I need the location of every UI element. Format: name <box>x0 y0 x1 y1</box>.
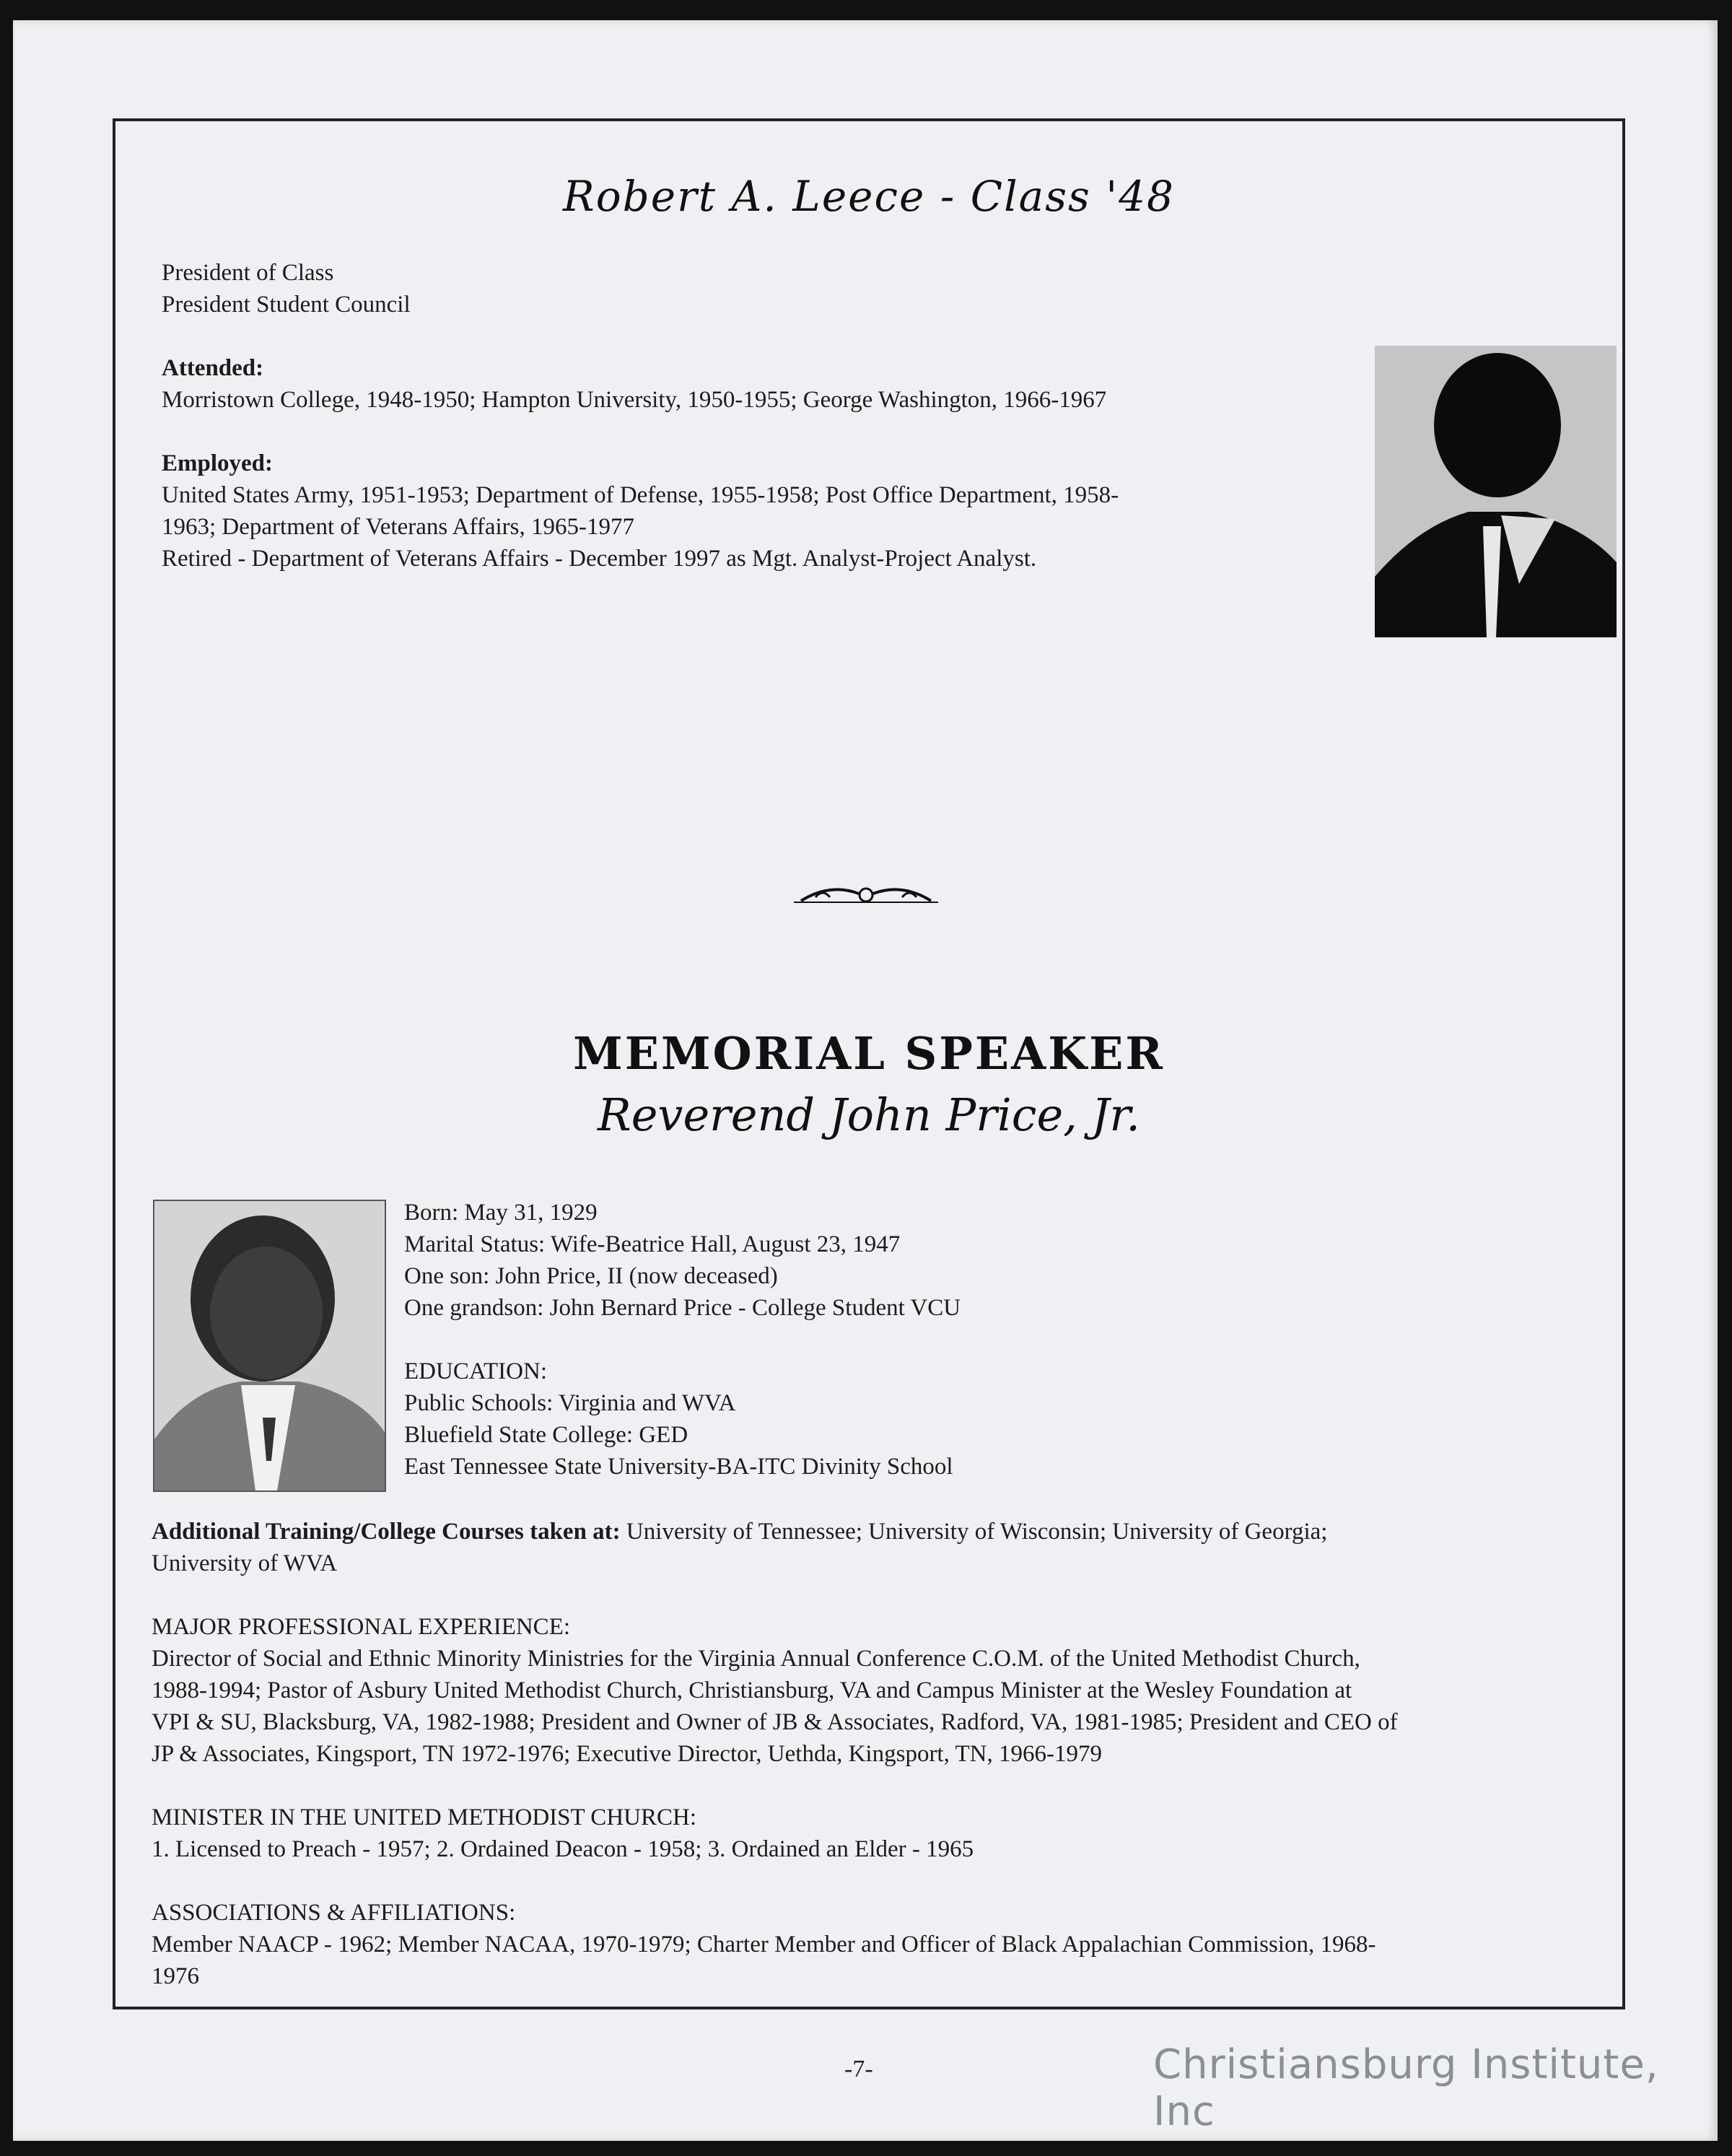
bio-born: Born: May 31, 1929 <box>404 1200 598 1226</box>
associations-line-2: 1976 <box>152 1963 199 1989</box>
decorative-ornament-icon <box>794 879 938 908</box>
price-bio-block <box>404 1197 1559 1483</box>
employed-line-2: 1963; Department of Veterans Affairs, 1965-1977 <box>162 514 634 540</box>
page-border-frame <box>113 118 1625 2009</box>
education-line-1: Public Schools: Virginia and WVA <box>404 1390 736 1416</box>
education-line-2: Bluefield State College: GED <box>404 1422 688 1448</box>
training-paragraph <box>152 1516 1595 1548</box>
training-text-2: University of WVA <box>152 1550 338 1576</box>
page-number: -7- <box>844 2056 873 2082</box>
minister-label: MINISTER IN THE UNITED METHODIST CHURCH: <box>152 1804 697 1830</box>
memorial-speaker-heading: MEMORIAL SPEAKER <box>573 1027 1165 1080</box>
attended-label: Attended: <box>162 355 264 381</box>
attended-text: Morristown College, 1948-1950; Hampton University, 1950-1955; George Washington, 1966-1967 <box>162 387 1107 413</box>
associations-line-1: Member NAACP - 1962; Member NACAA, 1970-1979; Charter Member and Officer of Black Appalachian Commission, 1968- <box>152 1932 1376 1958</box>
bio-son: One son: John Price, II (now deceased) <box>404 1263 778 1289</box>
associations-label: ASSOCIATIONS & AFFILIATIONS: <box>152 1900 516 1926</box>
watermark-text: Christiansburg Institute, Inc <box>1153 2041 1659 2135</box>
price-details-block <box>152 1516 1595 1992</box>
bio-grandson: One grandson: John Bernard Price - College Student VCU <box>404 1295 961 1321</box>
experience-line-1: Director of Social and Ethnic Minority Ministries for the Virginia Annual Conference C.O.M. of the United Methodist Church, <box>152 1646 1360 1672</box>
education-label: EDUCATION: <box>404 1358 547 1384</box>
experience-line-2: 1988-1994; Pastor of Asbury United Methodist Church, Christiansburg, VA and Campus Minister at the Wesley Foundation at <box>152 1677 1352 1703</box>
section-title-leece: Robert A. Leece - Class '48 <box>563 172 1175 221</box>
minister-text: 1. Licensed to Preach - 1957; 2. Ordained Deacon - 1958; 3. Ordained an Elder - 1965 <box>152 1836 974 1862</box>
training-label: Additional Training/College Courses taken at: <box>152 1519 621 1545</box>
leece-line-1: President of Class <box>162 260 334 286</box>
speaker-name: Reverend John Price, Jr. <box>598 1088 1140 1141</box>
leece-portrait-photo <box>1375 346 1617 637</box>
employed-line-1: United States Army, 1951-1953; Department of Defense, 1955-1958; Post Office Department, 1958- <box>162 482 1119 508</box>
bio-marital: Marital Status: Wife-Beatrice Hall, August 23, 1947 <box>404 1231 901 1257</box>
experience-line-4: JP & Associates, Kingsport, TN 1972-1976; Executive Director, Uethda, Kingsport, TN, 1966-1979 <box>152 1741 1102 1767</box>
document-page <box>13 20 1718 2141</box>
price-portrait-photo <box>153 1200 386 1492</box>
employed-label: Employed: <box>162 450 274 476</box>
experience-label: MAJOR PROFESSIONAL EXPERIENCE: <box>152 1614 571 1640</box>
experience-line-3: VPI & SU, Blacksburg, VA, 1982-1988; President and Owner of JB & Associates, Radford, VA, 1981-1985; President and CEO of <box>152 1709 1398 1735</box>
employed-line-3: Retired - Department of Veterans Affairs - December 1997 as Mgt. Analyst-Project Analyst. <box>162 546 1037 572</box>
leece-line-2: President Student Council <box>162 292 411 318</box>
leece-bio-block <box>162 257 1352 575</box>
training-text-1: University of Tennessee; University of Wisconsin; University of Georgia; <box>620 1519 1328 1545</box>
education-line-3: East Tennessee State University-BA-ITC Divinity School <box>404 1454 953 1480</box>
